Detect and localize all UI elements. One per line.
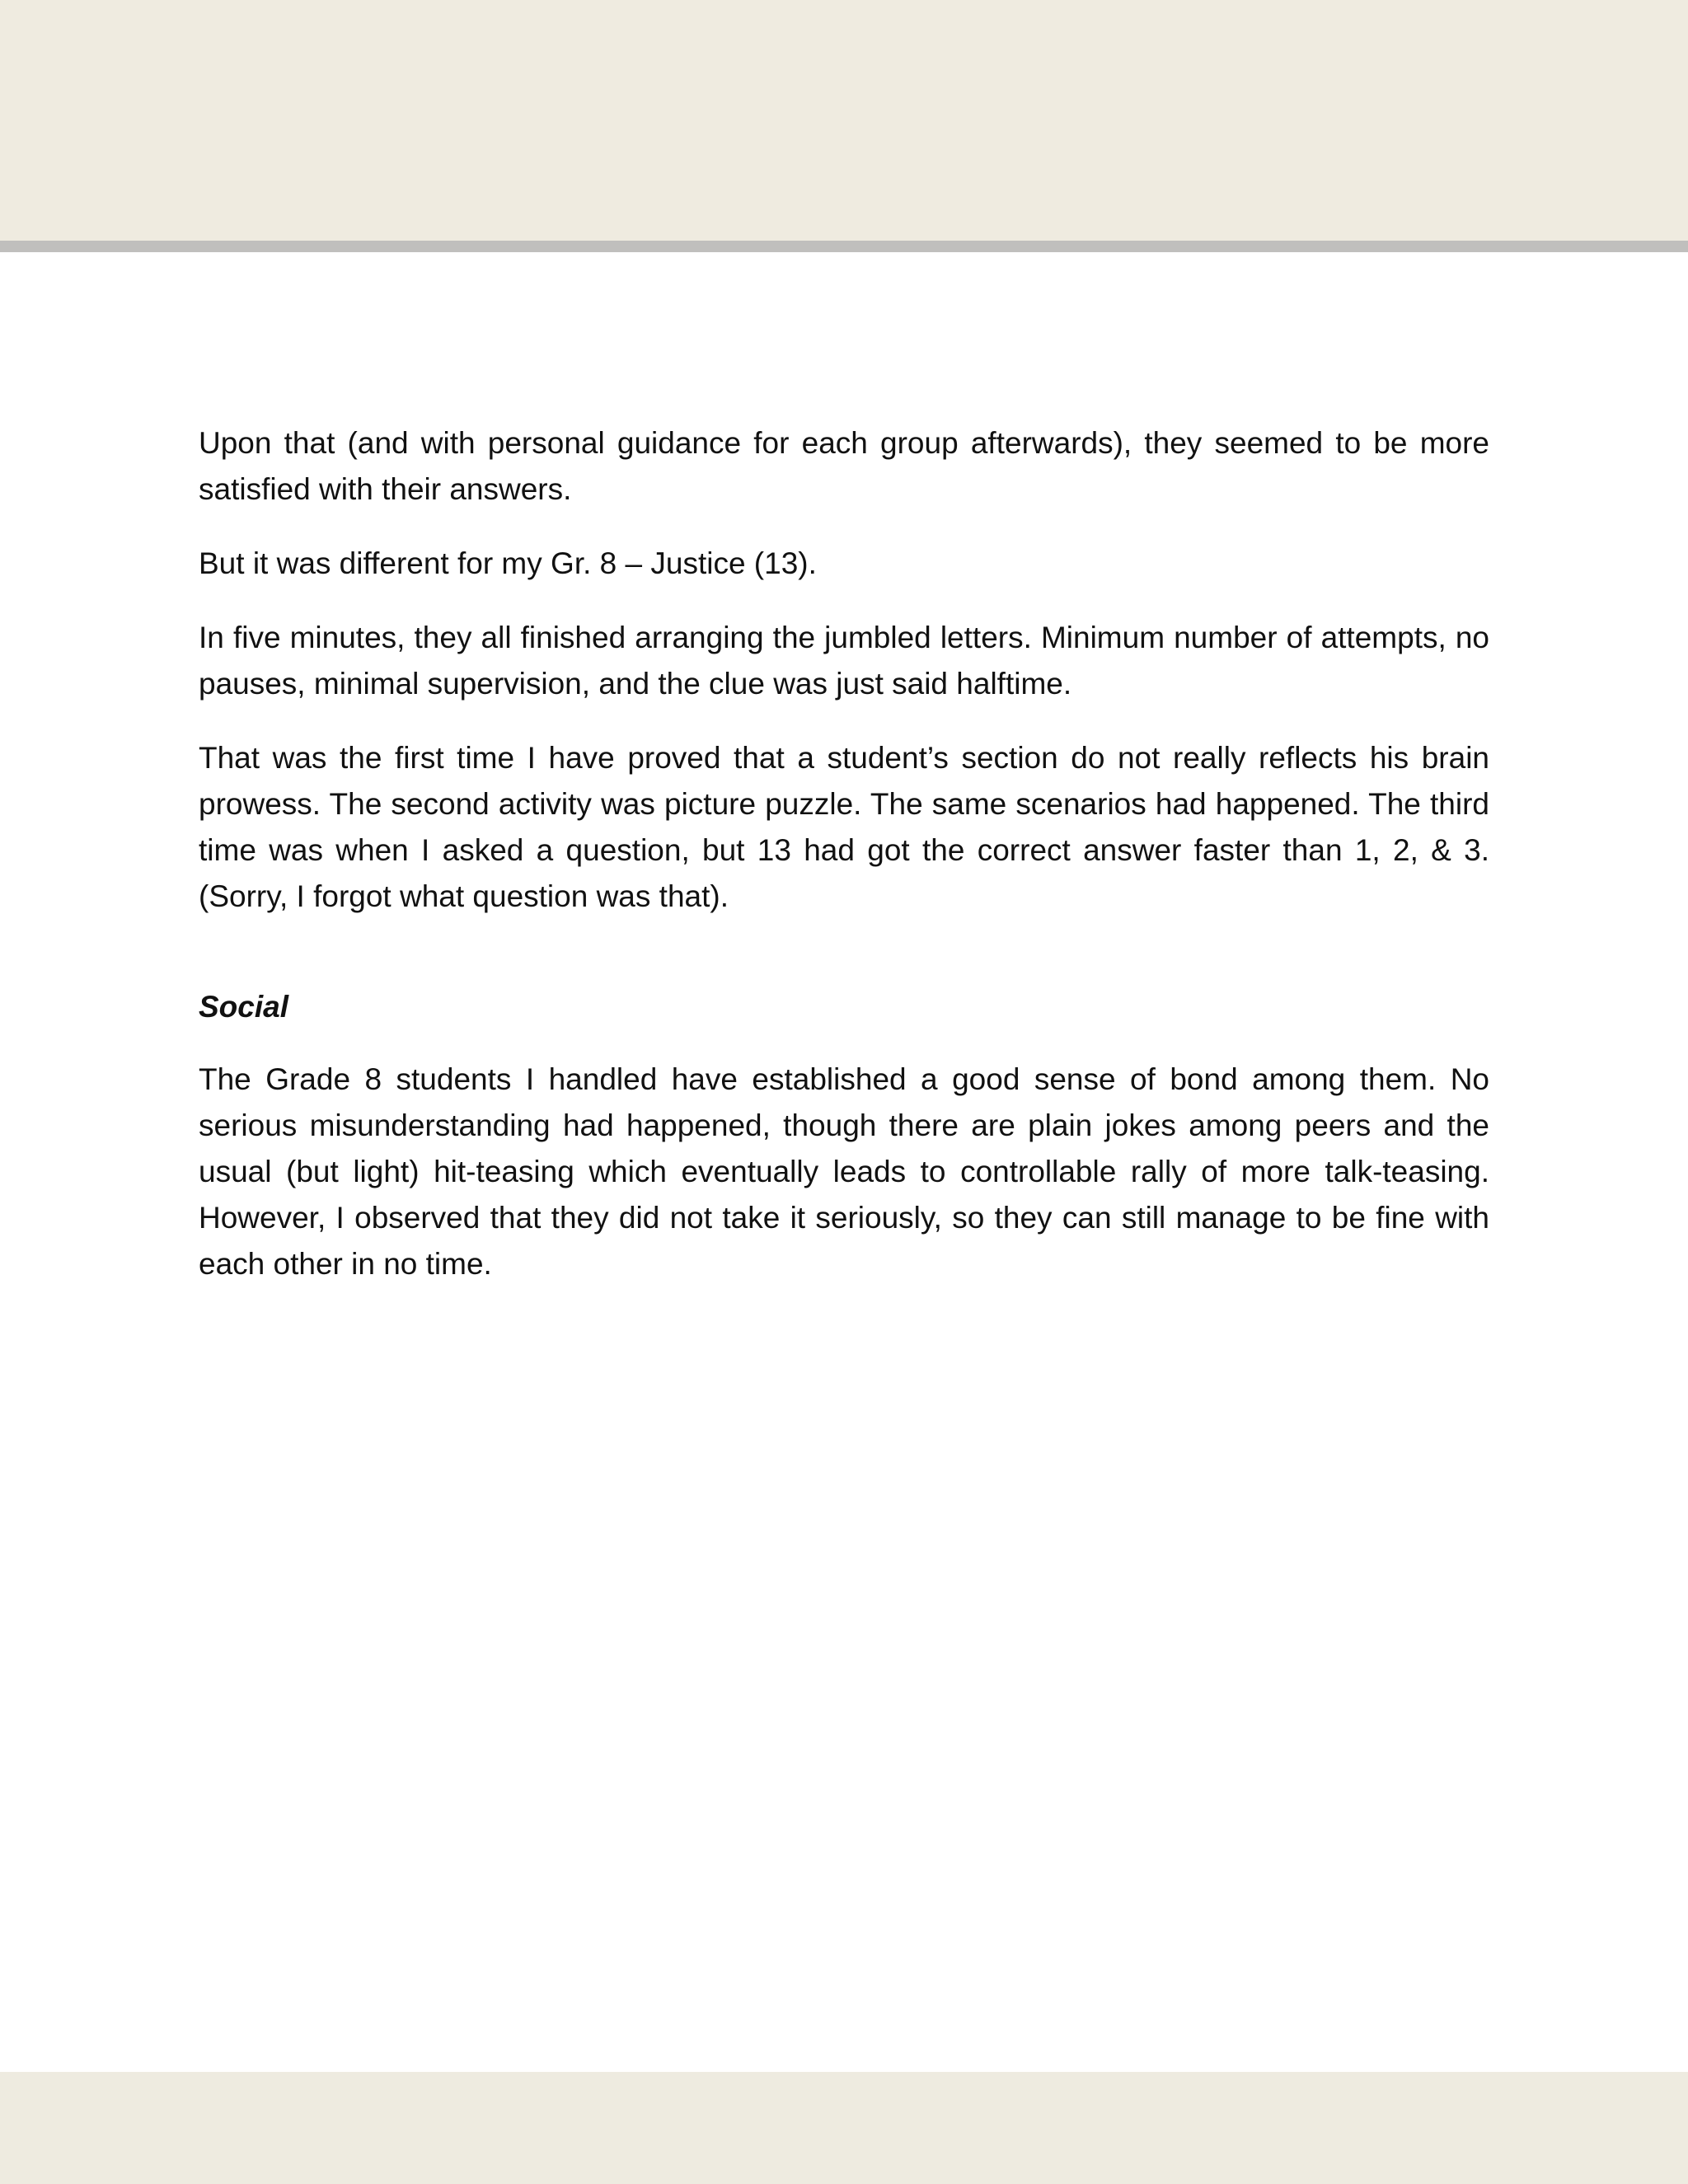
paragraph-justice-section: But it was different for my Gr. 8 – Justice (13). [199,546,817,580]
section-heading-social: Social [199,990,288,1024]
paragraph-jumbled-letters: In five minutes, they all finished arranging the jumbled letters. Minimum number of attempts, no pauses, minimal supervision, and the clue was just said halftime. [199,621,1489,701]
page-header-band [0,0,1688,241]
paragraph-first-time: That was the first time I have proved that a student’s section do not really reflects his brain prowess. The second activity was picture puzzle. The same scenarios had happened. The third time was when I asked a question, but 13 had got the correct answer faster than 1, 2, & 3. (Sorry, I forgot what question was that). [199,741,1489,913]
document-body [199,420,1489,1315]
paragraph-guidance: Upon that (and with personal guidance for each group afterwards), they seemed to be more satisfied with their answers. [199,426,1489,506]
paragraph-social: The Grade 8 students I handled have established a good sense of bond among them. No serious misunderstanding had happened, though there are plain jokes among peers and the usual (but light) hit-teasing which eventually leads to controllable rally of more talk-teasing. However, I observed that they did not take it seriously, so they can still manage to be fine with each other in no time. [199,1062,1489,1281]
page-footer-band [0,2072,1688,2184]
page-header-rule [0,241,1688,252]
